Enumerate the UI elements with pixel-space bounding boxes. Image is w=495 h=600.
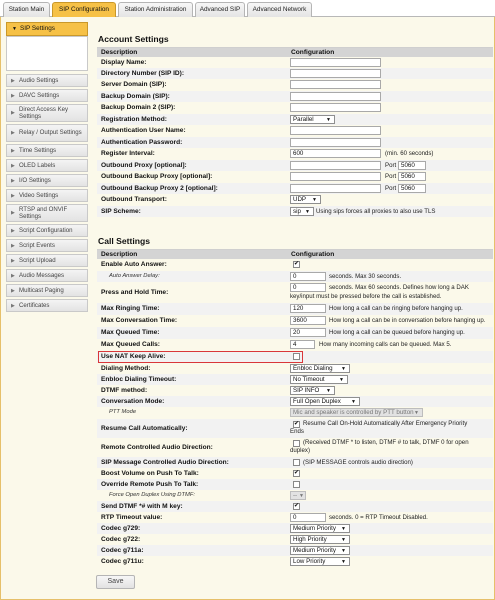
- registration-method-label: Registration Method:: [101, 116, 167, 123]
- auto-answer-delay-label: Auto Answer Delay:: [109, 273, 160, 279]
- chevron-down-icon: ▼: [326, 388, 331, 394]
- sidebar-item-script-upload[interactable]: [6, 254, 88, 267]
- outbound-backup2-field[interactable]: [290, 184, 381, 193]
- outbound-proxy-field[interactable]: [290, 161, 381, 170]
- force-duplex-label: Force Open Duplex Using DTMF:: [109, 492, 196, 498]
- chevron-down-icon: ▼: [326, 117, 331, 123]
- sidebar-item-label: Multicast Paging: [19, 286, 64, 294]
- table-row: [97, 479, 493, 490]
- auth-user-label: Authentication User Name:: [101, 127, 186, 134]
- auto-answer-delay-field[interactable]: 0: [290, 272, 326, 281]
- table-row: [97, 545, 493, 556]
- outbound-backup-label: Outbound Backup Proxy [optional]:: [101, 173, 213, 180]
- table-row: [97, 315, 493, 327]
- rtp-timeout-field[interactable]: 0: [290, 513, 326, 522]
- max-ring-label: Max Ringing Time:: [101, 305, 160, 312]
- codec-g711u-label: Codec g711u:: [101, 558, 144, 565]
- port-label: Port: [385, 173, 397, 180]
- register-interval-label: Register Interval:: [101, 150, 155, 157]
- table-row: [97, 396, 493, 407]
- chevron-down-icon: ▼: [341, 526, 346, 532]
- codec-g711a-value: Medium Priority: [293, 547, 336, 554]
- send-dtmf-checkbox[interactable]: ✔: [294, 503, 300, 509]
- sidebar-item-script-configuration[interactable]: [6, 224, 88, 237]
- outbound-backup2-port-field[interactable]: 5060: [398, 184, 426, 193]
- top-tab-bar: [0, 0, 495, 17]
- chevron-right-icon: ▶: [11, 302, 15, 309]
- sidebar-item-sip-settings[interactable]: [6, 22, 88, 36]
- sidebar-item-label: Script Upload: [19, 256, 56, 264]
- chevron-right-icon: ▶: [11, 210, 15, 216]
- table-row: [97, 114, 493, 125]
- sidebar-item-time-settings[interactable]: [6, 144, 88, 157]
- chevron-right-icon: ▶: [11, 257, 15, 264]
- press-hold-hint: seconds. Max 60 seconds. Defines how long a DAK: [329, 284, 469, 291]
- codec-g729-value: Medium Priority: [293, 525, 336, 532]
- content-frame: [0, 17, 495, 600]
- sidebar-item-audio-messages[interactable]: [6, 269, 88, 282]
- table-row: [97, 282, 493, 303]
- sip-msg-audio-label: SIP Message Controlled Audio Direction:: [101, 459, 229, 466]
- codec-g722-value: High Priority: [293, 536, 327, 543]
- remote-audio-checkbox[interactable]: [293, 440, 300, 447]
- chevron-down-icon: ▼: [299, 493, 304, 499]
- chevron-right-icon: ▶: [11, 130, 15, 136]
- conversation-mode-value: Full Open Duplex: [293, 398, 341, 405]
- chevron-down-icon: ▼: [341, 366, 346, 372]
- table-row: [97, 327, 493, 339]
- table-row: [97, 407, 493, 419]
- table-row: [97, 556, 493, 567]
- table-row: [97, 339, 493, 351]
- call-settings-table: [97, 249, 493, 565]
- remote-audio-hint-2: duplex): [290, 447, 310, 454]
- dialing-method-label: Dialing Method:: [101, 365, 151, 372]
- codec-g729-label: Codec g729:: [101, 525, 141, 532]
- tab-station-administration[interactable]: Station Administration: [118, 2, 193, 17]
- max-conv-label: Max Conversation Time:: [101, 317, 178, 324]
- table-row: [97, 374, 493, 385]
- sidebar-item-label: Time Settings: [19, 146, 57, 154]
- resume-call-hint-2: Ends: [290, 428, 304, 435]
- sidebar-item-label: Direct Access Key Settings: [19, 105, 69, 120]
- dtmf-method-select[interactable]: [290, 386, 335, 395]
- sidebar-item-label: Script Configuration: [19, 226, 73, 234]
- resume-call-hint: Resume Call On-Hold Automatically After Emergency Priority: [303, 420, 468, 427]
- max-queued-time-field[interactable]: 20: [290, 328, 326, 337]
- sidebar-item-label: Video Settings: [19, 191, 59, 199]
- col-configuration: Configuration: [291, 251, 335, 258]
- table-row: [97, 501, 493, 512]
- sidebar-item-label: I/O Settings: [19, 176, 51, 184]
- chevron-down-icon: ▼: [414, 410, 419, 416]
- table-row: [97, 468, 493, 479]
- force-duplex-select: [290, 491, 306, 500]
- chevron-right-icon: ▶: [11, 162, 15, 169]
- chevron-down-icon: ▼: [305, 209, 310, 215]
- sidebar-item-video-settings[interactable]: [6, 189, 88, 202]
- max-queued-time-label: Max Queued Time:: [101, 329, 160, 336]
- backup-domain2-label: Backup Domain 2 (SIP):: [101, 104, 176, 111]
- chevron-right-icon: ▶: [11, 227, 15, 234]
- backup-domain-label: Backup Domain (SIP):: [101, 93, 170, 100]
- max-queued-calls-hint: How many incoming calls can be queued. Max 5.: [319, 341, 452, 348]
- chevron-right-icon: ▶: [11, 192, 15, 199]
- codec-g729-select[interactable]: [290, 524, 350, 533]
- enbloc-timeout-value: No Timeout: [293, 376, 325, 383]
- chevron-down-icon: ▼: [341, 548, 346, 554]
- sidebar-item-audio-settings[interactable]: [6, 74, 88, 87]
- auto-answer-checkbox[interactable]: ✔: [294, 261, 300, 267]
- max-queued-time-hint: How long a call can be queued before hanging up.: [329, 329, 465, 336]
- override-ptt-label: Override Remote Push To Talk:: [101, 481, 199, 488]
- sidebar-item-label: Script Events: [19, 241, 55, 249]
- server-domain-field[interactable]: [290, 80, 381, 89]
- backup-domain-field[interactable]: [290, 92, 381, 101]
- table-row: [97, 160, 493, 171]
- scheme-hint: Using sips forces all proxies to also use TLS: [316, 208, 436, 215]
- sidebar-item-label: RTSP and ONVIF Settings: [19, 205, 68, 220]
- col-description: Description: [101, 49, 138, 56]
- chevron-right-icon: ▶: [11, 272, 15, 279]
- table-row: [97, 183, 493, 194]
- sidebar-item-certificates[interactable]: [6, 299, 88, 312]
- boost-volume-checkbox[interactable]: ✔: [294, 470, 300, 476]
- press-hold-hint-2: key/input must be pressed before the call is established.: [290, 293, 442, 300]
- boost-volume-label: Boost Volume on Push To Talk:: [101, 470, 199, 477]
- outbound-backup-port-field[interactable]: 5060: [398, 172, 426, 181]
- display-name-label: Display Name:: [101, 59, 147, 66]
- chevron-right-icon: ▶: [11, 242, 15, 249]
- sidebar-item-label: Relay / Output Settings: [19, 129, 82, 137]
- table-row: [97, 79, 493, 91]
- backup-domain2-field[interactable]: [290, 103, 381, 112]
- codec-g711u-select[interactable]: [290, 557, 350, 566]
- nat-keep-alive-label: Use NAT Keep Alive:: [101, 353, 166, 360]
- sidebar-item-script-events[interactable]: [6, 239, 88, 252]
- dtmf-method-label: DTMF method:: [101, 387, 148, 394]
- port-label: Port: [385, 185, 397, 192]
- server-domain-label: Server Domain (SIP):: [101, 81, 167, 88]
- codec-g722-select[interactable]: [290, 535, 350, 544]
- table-row: [97, 137, 493, 148]
- chevron-right-icon: ▶: [11, 77, 15, 84]
- auto-answer-delay-hint: seconds. Max 30 seconds.: [329, 273, 402, 280]
- chevron-right-icon: ▶: [11, 92, 15, 99]
- sidebar-item-label: Audio Settings: [19, 76, 59, 84]
- max-ring-field[interactable]: 120: [290, 304, 326, 313]
- table-header: [97, 48, 493, 57]
- table-row: [97, 438, 493, 457]
- conversation-mode-label: Conversation Mode:: [101, 398, 165, 405]
- directory-number-field[interactable]: [290, 69, 381, 78]
- resume-call-checkbox[interactable]: ✔: [294, 421, 300, 427]
- sidebar-item-label: DAVC Settings: [19, 91, 60, 99]
- dialing-method-select[interactable]: [290, 364, 350, 373]
- sidebar-item-label: OLED Labels: [19, 161, 56, 169]
- chevron-down-icon: ▼: [12, 26, 17, 32]
- sidebar-item-rtsp-onvif[interactable]: [6, 204, 88, 222]
- rtp-timeout-label: RTP Timeout value:: [101, 514, 163, 521]
- sip-msg-audio-hint: (SIP MESSAGE controls audio direction): [303, 459, 413, 466]
- ptt-mode-select: [290, 408, 423, 417]
- col-description: Description: [101, 251, 138, 258]
- table-row: [97, 385, 493, 396]
- tab-station-main[interactable]: Station Main: [3, 2, 50, 17]
- sidebar-item-davc-settings[interactable]: [6, 89, 88, 102]
- outbound-proxy-port-field[interactable]: 5060: [398, 161, 426, 170]
- resume-call-label: Resume Call Automatically:: [101, 425, 188, 432]
- sidebar-item-oled-labels[interactable]: [6, 159, 88, 172]
- sidebar-active-label: SIP Settings: [19, 25, 56, 32]
- table-row: [97, 194, 493, 206]
- tab-advanced-network[interactable]: Advanced Network: [247, 2, 312, 17]
- display-name-field[interactable]: [290, 58, 381, 67]
- table-row: [97, 303, 493, 315]
- table-row: [97, 490, 493, 501]
- auto-answer-label: Enable Auto Answer:: [101, 261, 167, 268]
- account-settings-title: Account Settings: [98, 34, 169, 44]
- sip-msg-audio-checkbox[interactable]: [293, 459, 300, 466]
- chevron-down-icon: ▼: [312, 197, 317, 203]
- enbloc-timeout-label: Enbloc Dialing Timeout:: [101, 376, 177, 383]
- press-hold-label: Press and Hold Time:: [101, 289, 169, 296]
- dialing-method-value: Enbloc Dialing: [293, 365, 333, 372]
- transport-value: UDP: [293, 196, 307, 203]
- scheme-value: sip: [293, 208, 301, 215]
- sidebar-item-relay-output[interactable]: [6, 124, 88, 142]
- account-settings-table: [97, 47, 493, 215]
- codec-g711u-value: Low Priority: [293, 558, 326, 565]
- chevron-right-icon: ▶: [11, 110, 15, 116]
- table-header: [97, 250, 493, 259]
- table-row: [97, 171, 493, 183]
- chevron-right-icon: ▶: [11, 177, 15, 184]
- table-row: [97, 68, 493, 79]
- dtmf-method-value: SIP INFO: [293, 387, 320, 394]
- directory-number-label: Directory Number (SIP ID):: [101, 70, 185, 77]
- auth-pass-label: Authentication Password:: [101, 139, 183, 146]
- outbound-proxy-label: Outbound Proxy [optional]:: [101, 162, 187, 169]
- chevron-right-icon: ▶: [11, 287, 15, 294]
- call-settings-title: Call Settings: [98, 236, 151, 246]
- ptt-mode-label: PTT Mode: [109, 409, 137, 415]
- nat-keep-alive-highlight: [98, 351, 303, 363]
- codec-g711a-select[interactable]: [290, 546, 350, 555]
- table-row: [97, 363, 493, 374]
- codec-g711a-label: Codec g711a:: [101, 547, 144, 554]
- transport-label: Outbound Transport:: [101, 196, 167, 203]
- scheme-select[interactable]: [290, 207, 314, 216]
- auth-pass-field[interactable]: [290, 138, 381, 147]
- outbound-backup2-label: Outbound Backup Proxy 2 [optional]:: [101, 185, 218, 192]
- table-row: [97, 102, 493, 114]
- remote-audio-label: Remote Controlled Audio Direction:: [101, 444, 213, 451]
- sidebar-item-multicast-paging[interactable]: [6, 284, 88, 297]
- scheme-label: SIP Scheme:: [101, 208, 141, 215]
- chevron-right-icon: ▶: [11, 147, 15, 154]
- table-row: [97, 206, 493, 217]
- max-queued-calls-field[interactable]: 4: [290, 340, 315, 349]
- table-row: [97, 259, 493, 271]
- max-conv-field[interactable]: 3600: [290, 316, 326, 325]
- save-button[interactable]: Save: [96, 575, 135, 589]
- chevron-down-icon: ▼: [341, 537, 346, 543]
- register-interval-field[interactable]: 600: [290, 149, 381, 158]
- register-interval-hint: (min. 60 seconds): [385, 150, 434, 157]
- press-hold-field[interactable]: 0: [290, 283, 326, 292]
- table-row: [97, 534, 493, 545]
- codec-g722-label: Codec g722:: [101, 536, 141, 543]
- table-row: [97, 57, 493, 68]
- table-row: [97, 523, 493, 534]
- tab-sip-configuration[interactable]: SIP Configuration: [52, 2, 116, 17]
- send-dtmf-label: Send DTMF *# with M key:: [101, 503, 183, 510]
- registration-method-select[interactable]: [290, 115, 335, 124]
- chevron-down-icon: ▼: [341, 559, 346, 565]
- enbloc-timeout-select[interactable]: [290, 375, 348, 384]
- max-conv-hint: How long a call can be in conversation before hanging up.: [329, 317, 486, 324]
- max-ring-hint: How long a call can be ringing before hanging up.: [329, 305, 463, 312]
- table-row: [97, 512, 493, 523]
- table-row: [97, 457, 493, 468]
- registration-method-value: Parallel: [293, 116, 314, 123]
- sidebar-item-direct-access-key[interactable]: [6, 104, 88, 122]
- col-configuration: Configuration: [291, 49, 335, 56]
- chevron-down-icon: ▼: [339, 377, 344, 383]
- override-ptt-checkbox[interactable]: [293, 481, 300, 488]
- table-row: [97, 91, 493, 102]
- sidebar-item-io-settings[interactable]: [6, 174, 88, 187]
- force-duplex-value: --: [293, 492, 298, 499]
- chevron-down-icon: ▼: [351, 399, 356, 405]
- table-row: [97, 148, 493, 160]
- table-row: [97, 125, 493, 137]
- sidebar-item-label: Certificates: [19, 301, 50, 309]
- remote-audio-hint: (Received DTMF * to listen, DTMF # to talk, DTMF 0 for open: [303, 439, 469, 446]
- port-label: Port: [385, 162, 397, 169]
- sidebar-item-label: Audio Messages: [19, 271, 65, 279]
- sidebar-submenu-box: [6, 36, 88, 71]
- table-row: [97, 419, 493, 438]
- conversation-mode-select[interactable]: [290, 397, 360, 406]
- transport-select[interactable]: [290, 195, 321, 204]
- tab-advanced-sip[interactable]: Advanced SIP: [195, 2, 245, 17]
- table-row: [97, 271, 493, 282]
- auth-user-field[interactable]: [290, 126, 381, 135]
- ptt-mode-value: Mic and speaker is controlled by PTT button: [293, 409, 414, 416]
- max-queued-calls-label: Max Queued Calls:: [101, 341, 160, 348]
- outbound-backup-field[interactable]: [290, 172, 381, 181]
- rtp-timeout-hint: seconds. 0 = RTP Timeout Disabled.: [329, 514, 428, 521]
